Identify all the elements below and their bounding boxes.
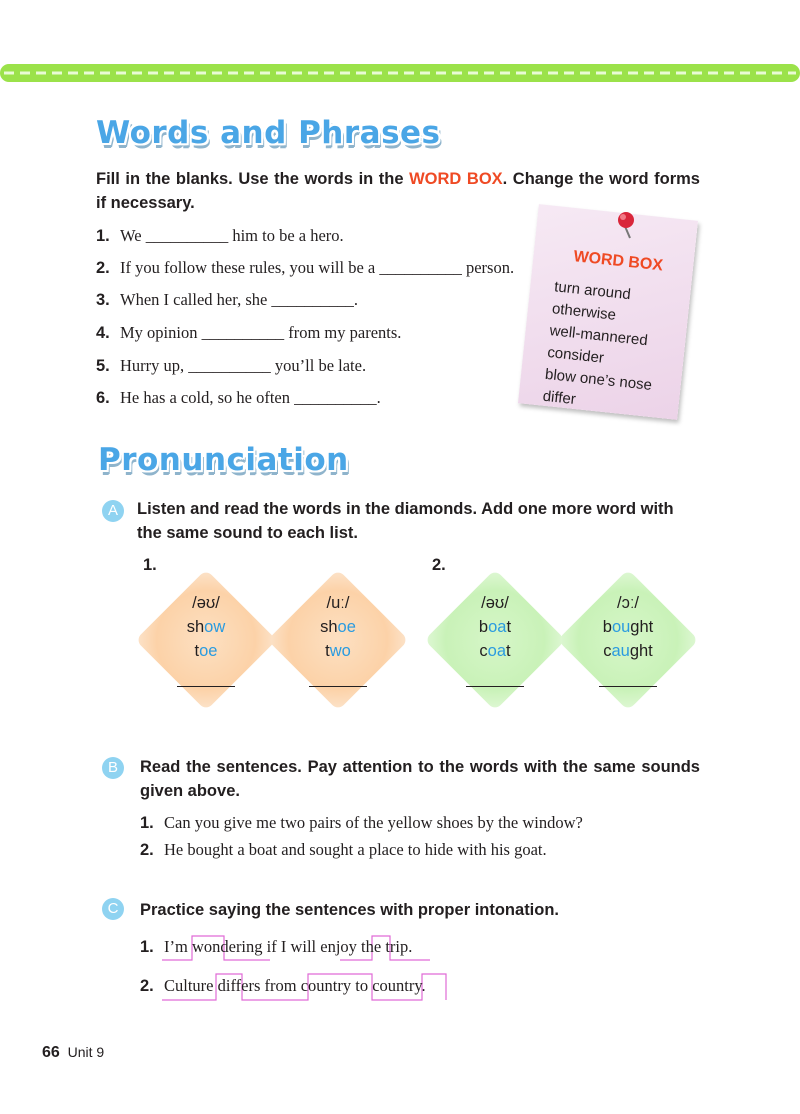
intonation-sentence: 1. I’m wondering if I will enjoy the trip. xyxy=(140,937,413,956)
group-1-label: 1. xyxy=(143,556,157,574)
section-c-badge: C xyxy=(102,898,124,920)
pronunciation-title: Pronunciation xyxy=(98,442,349,478)
answer-blank[interactable] xyxy=(177,686,235,687)
example-word: show xyxy=(186,618,226,636)
section-a-instruction: Listen and read the words in the diamonds. Add one more word with the same sound to each list. xyxy=(137,500,674,542)
words-phrases-title: Words and Phrases xyxy=(96,115,441,151)
section-c-instruction: Practice saying the sentences with proper intonation. xyxy=(140,901,560,919)
exercise-item: 1. We __________ him to be a hero. xyxy=(96,226,344,245)
section-b-instruction: Read the sentences. Pay attention to the words with the same sounds given above. xyxy=(140,758,700,800)
answer-blank[interactable] xyxy=(466,686,524,687)
word-box-word: consider xyxy=(546,343,605,367)
group-2-label: 2. xyxy=(432,556,446,574)
example-word: shoe xyxy=(320,618,356,636)
page-footer xyxy=(42,1044,104,1062)
example-word: bought xyxy=(602,618,654,636)
reading-sentence: 1. Can you give me two pairs of the yellow shoes by the window? xyxy=(140,813,583,832)
sound-diamond xyxy=(557,569,698,710)
exercise-item: 2. If you follow these rules, you will be a __________ person. xyxy=(96,258,515,277)
sound-diamond xyxy=(424,569,565,710)
example-word: two xyxy=(325,642,351,660)
pushpin-icon xyxy=(612,210,642,244)
section-b-badge: B xyxy=(102,757,124,779)
words-instruction: Fill in the blanks. Use the words in the WORD BOX. Change the word forms if necessary. xyxy=(96,170,700,212)
answer-blank[interactable] xyxy=(309,686,367,687)
exercise-item: 5. Hurry up, __________ you’ll be late. xyxy=(96,356,367,375)
sound-diamond xyxy=(267,569,408,710)
answer-blank[interactable] xyxy=(599,686,657,687)
word-box-word: turn around xyxy=(553,278,632,304)
intonation-sentence: 2. Culture differs from country to country. xyxy=(140,976,426,995)
reading-sentence: 2. He bought a boat and sought a place to hide with his goat. xyxy=(140,840,547,859)
page-number: 66 xyxy=(42,1044,60,1061)
sound-diamond xyxy=(135,569,276,710)
word-box-word: blow one’s nose xyxy=(544,365,653,394)
phoneme-label: /əʊ/ xyxy=(192,594,220,612)
word-box-word: otherwise xyxy=(551,300,617,324)
phoneme-label: /əʊ/ xyxy=(481,594,509,612)
phoneme-label: /uː/ xyxy=(326,594,350,612)
word-box-title: WORD BOX xyxy=(572,248,664,275)
exercise-item: 4. My opinion __________ from my parents. xyxy=(96,323,402,342)
word-box-reference: WORD BOX xyxy=(409,170,503,188)
word-box-word: differ xyxy=(541,387,577,409)
example-word: toe xyxy=(194,642,218,660)
unit-label: Unit 9 xyxy=(67,1044,105,1060)
phoneme-label: /ɔː/ xyxy=(616,594,639,612)
example-word: coat xyxy=(479,642,511,660)
example-word: caught xyxy=(603,642,653,660)
section-a-badge: A xyxy=(102,500,124,522)
word-box-word: well-mannered xyxy=(548,322,649,350)
example-word: boat xyxy=(478,618,512,636)
word-box-note xyxy=(518,204,698,420)
exercise-item: 6. He has a cold, so he often __________. xyxy=(96,388,381,407)
decorative-stripe xyxy=(0,62,800,84)
exercise-item: 3. When I called her, she __________. xyxy=(96,290,359,309)
